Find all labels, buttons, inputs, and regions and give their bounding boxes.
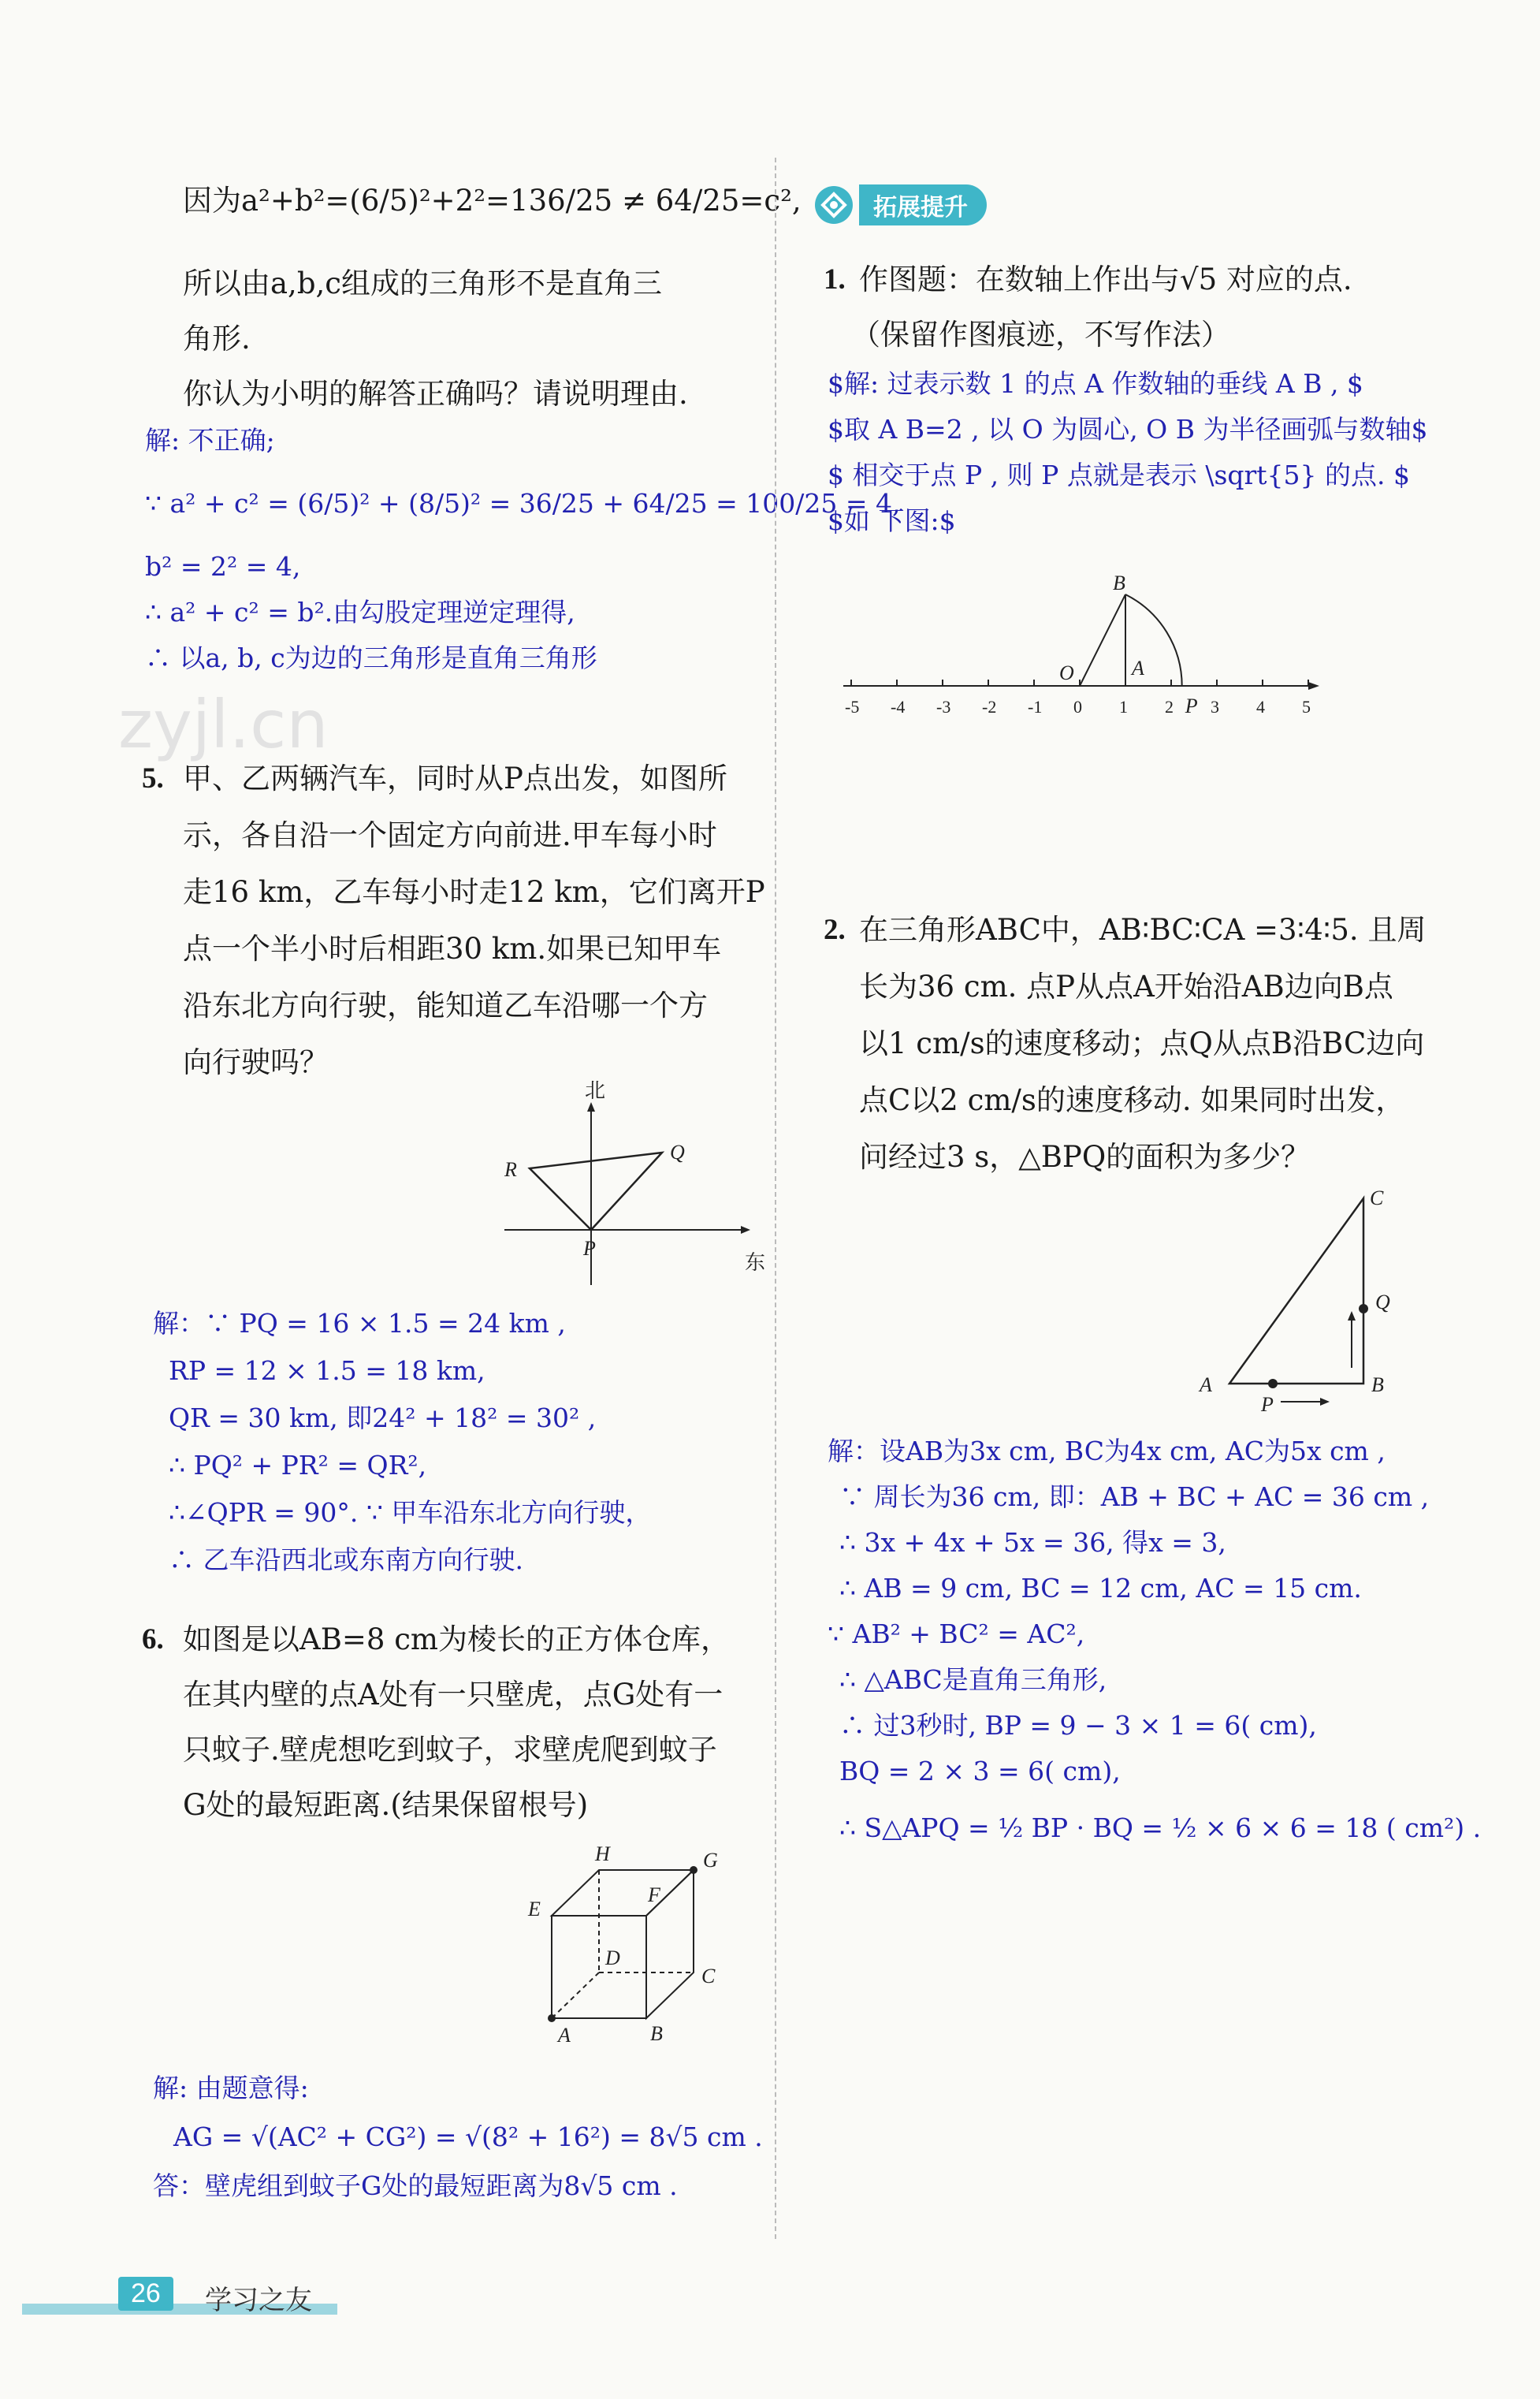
east-label: 东 — [745, 1251, 766, 1275]
tick-label: -2 — [982, 697, 997, 717]
ans4-line-3: b² = 2² = 4, — [145, 551, 301, 582]
q2-line-5: 问经过3 s，△BPQ的面积为多少？ — [859, 1140, 1311, 1174]
ans4-line-4: ∴ a² + c² = b².由勾股定理逆定理得, — [145, 597, 575, 628]
tick-label: -5 — [845, 697, 860, 717]
ans4-line-1: 解: 不正确; — [145, 425, 275, 456]
triangle-pqr — [530, 1153, 662, 1230]
q1-line-2: （保留作图痕迹，不写作法） — [851, 318, 1230, 352]
ans2-line-2: ∵ 周长为36 cm, 即：AB + BC + AC = 36 cm , — [839, 1481, 1430, 1512]
label-b-tri: B — [1371, 1373, 1384, 1396]
q2-line-3: 以1 cm/s的速度移动；点Q从点B沿BC边向 — [859, 1026, 1425, 1060]
east-arrow-icon — [741, 1226, 750, 1234]
tick-label: 4 — [1256, 697, 1265, 717]
point-p — [1268, 1379, 1278, 1388]
label-a-axis: A — [1132, 657, 1144, 680]
ans2-line-6: ∴ △ABC是直角三角形, — [839, 1664, 1107, 1695]
label-g: G — [703, 1849, 718, 1872]
ans2-line-8: BQ = 2 × 3 = 6( cm), — [839, 1756, 1121, 1786]
intro-line-3: 角形. — [183, 322, 251, 356]
q6-line-3: 只蚊子.壁虎想吃到蚊子，求壁虎爬到蚊子 — [183, 1733, 717, 1767]
label-a-tri: A — [1200, 1373, 1212, 1396]
q6-number: 6. — [142, 1623, 164, 1656]
tick-label: 5 — [1302, 697, 1311, 717]
number-line-figure — [828, 568, 1332, 725]
ans2-line-3: ∴ 3x + 4x + 5x = 36, 得x = 3, — [839, 1527, 1226, 1558]
triangle-abc — [1229, 1198, 1363, 1384]
column-divider — [775, 158, 776, 2239]
label-q-tri: Q — [1375, 1291, 1390, 1313]
tick-label: -4 — [891, 697, 906, 717]
label-b-axis: B — [1113, 572, 1125, 594]
tick-label: 0 — [1073, 697, 1082, 717]
section-tag-label: 拓展提升 — [859, 184, 987, 225]
ans5-line-6: ∴ 乙车沿西北或东南方向行驶. — [169, 1544, 523, 1575]
q2-number: 2. — [824, 914, 846, 946]
intro-line-4: 你认为小明的解答正确吗？请说明理由. — [183, 377, 688, 411]
ans1-line-4: $如 下图:$ — [828, 505, 956, 536]
q6-cube-figure — [520, 1837, 757, 2058]
point-a — [548, 2014, 556, 2022]
q2-line-1: 在三角形ABC中，AB∶BC∶CA =3∶4∶5. 且周 — [859, 913, 1427, 947]
q5-line-5: 沿东北方向行驶，能知道乙车沿哪一个方 — [183, 989, 708, 1023]
q5-line-2: 示，各自沿一个固定方向前进.甲车每小时 — [183, 818, 717, 852]
ans5-line-3: QR = 30 km, 即24² + 18² = 30² , — [169, 1403, 597, 1433]
section-tag-icon — [812, 183, 859, 227]
tick-label: 2 — [1165, 697, 1174, 717]
q6-line-2: 在其内壁的点A处有一只壁虎，点G处有一 — [183, 1678, 724, 1712]
tick-label: -3 — [936, 697, 951, 717]
hidden-edge-2 — [552, 1972, 599, 2018]
label-e: E — [528, 1898, 541, 1920]
ans2-line-5: ∵ AB² + BC² = AC², — [828, 1619, 1085, 1649]
segment-ob — [1080, 594, 1125, 686]
ans1-line-2: $取 A B=2 , 以 O 为圆心, O B 为半径画弧与数轴$ — [828, 414, 1428, 445]
watermark: zyjl.cn — [118, 686, 329, 763]
q5-line-1: 甲、乙两辆汽车，同时从P点出发，如图所 — [183, 762, 727, 795]
axis-arrow-icon — [1308, 682, 1319, 690]
ans6-line-3: 答：壁虎组到蚊子G处的最短距离为8√5 cm . — [153, 2170, 678, 2201]
intro-line-1: 因为a²+b²=(6/5)²+2²=136/25 ≠ 64/25=c², — [183, 184, 802, 218]
label-r: R — [504, 1158, 517, 1181]
tick-label: 1 — [1119, 697, 1128, 717]
q5-line-4: 点一个半小时后相距30 km.如果已知甲车 — [183, 932, 722, 966]
q1-number: 1. — [824, 263, 846, 296]
q5-line-3: 走16 km，乙车每小时走12 km，它们离开P — [183, 875, 765, 909]
q2-line-4: 点C以2 cm/s的速度移动. 如果同时出发， — [859, 1083, 1405, 1117]
cube-top-face — [552, 1870, 694, 1916]
tick-label: 3 — [1211, 697, 1219, 717]
ans2-line-1: 解：设AB为3x cm, BC为4x cm, AC为5x cm , — [828, 1436, 1386, 1466]
q-motion-arrow-icon — [1348, 1311, 1356, 1321]
footer-brand: 学习之友 — [205, 2285, 312, 2316]
ans2-line-9: ∴ S△APQ = ½ BP · BQ = ½ × 6 × 6 = 18 ( cm²) . — [839, 1812, 1482, 1843]
ans2-line-4: ∴ AB = 9 cm, BC = 12 cm, AC = 15 cm. — [839, 1573, 1362, 1604]
ans5-line-4: ∴ PQ² + PR² = QR², — [169, 1450, 427, 1481]
q1-line-1: 作图题：在数轴上作出与√5 对应的点. — [859, 263, 1352, 296]
ans5-line-2: RP = 12 × 1.5 = 18 km, — [169, 1355, 485, 1386]
label-b: B — [650, 2022, 663, 2045]
label-p-tri: P — [1261, 1393, 1274, 1416]
label-p-axis: P — [1185, 695, 1198, 717]
ans4-line-5: ∴ 以a, b, c为边的三角形是直角三角形 — [145, 643, 597, 673]
q6-line-1: 如图是以AB=8 cm为棱长的正方体仓库， — [183, 1622, 731, 1656]
point-g — [690, 1866, 697, 1874]
label-h: H — [595, 1842, 610, 1865]
intro-line-2: 所以由a,b,c组成的三角形不是直角三 — [183, 266, 662, 300]
label-c-tri: C — [1370, 1186, 1384, 1209]
ans6-line-2: AG = √(AC² + CG²) = √(8² + 16²) = 8√5 cm . — [173, 2121, 763, 2152]
tick-label: -1 — [1028, 697, 1043, 717]
q5-number: 5. — [142, 762, 164, 795]
label-o: O — [1059, 661, 1074, 684]
label-f: F — [648, 1883, 660, 1906]
label-q: Q — [670, 1141, 685, 1164]
label-c: C — [701, 1965, 716, 1987]
label-a: A — [558, 2024, 571, 2047]
section-tag — [812, 183, 987, 227]
ans6-line-1: 解: 由题意得: — [153, 2073, 309, 2103]
ans2-line-7: ∴ 过3秒时, BP = 9 − 3 × 1 = 6( cm), — [839, 1710, 1317, 1741]
north-arrow-icon — [587, 1102, 595, 1112]
q5-direction-figure — [473, 1080, 772, 1301]
ans4-line-2: ∵ a² + c² = (6/5)² + (8/5)² = 36/25 + 64/25 = 100/25 = 4, — [145, 488, 901, 519]
q2-triangle-figure — [1182, 1183, 1419, 1427]
q2-line-2: 长为36 cm. 点P从点A开始沿AB边向B点 — [859, 970, 1393, 1004]
ans1-line-1: $解: 过表示数 1 的点 A 作数轴的垂线 A B , $ — [828, 368, 1363, 399]
ans5-line-1: 解：∵ PQ = 16 × 1.5 = 24 km , — [153, 1308, 566, 1339]
ans5-line-5: ∴∠QPR = 90°. ∵ 甲车沿东北方向行驶， — [169, 1497, 652, 1528]
label-d: D — [605, 1946, 620, 1969]
label-p: P — [583, 1237, 596, 1260]
point-q — [1359, 1304, 1368, 1313]
page-number: 26 — [118, 2277, 173, 2311]
q6-line-4: G处的最短距离.(结果保留根号) — [183, 1788, 589, 1822]
q5-line-6: 向行驶吗？ — [183, 1045, 329, 1079]
p-motion-arrow-icon — [1320, 1398, 1330, 1406]
ans1-line-3: $ 相交于点 P , 则 P 点就是表示 \sqrt{5} 的点. $ — [828, 460, 1410, 490]
north-label: 北 — [585, 1080, 606, 1103]
